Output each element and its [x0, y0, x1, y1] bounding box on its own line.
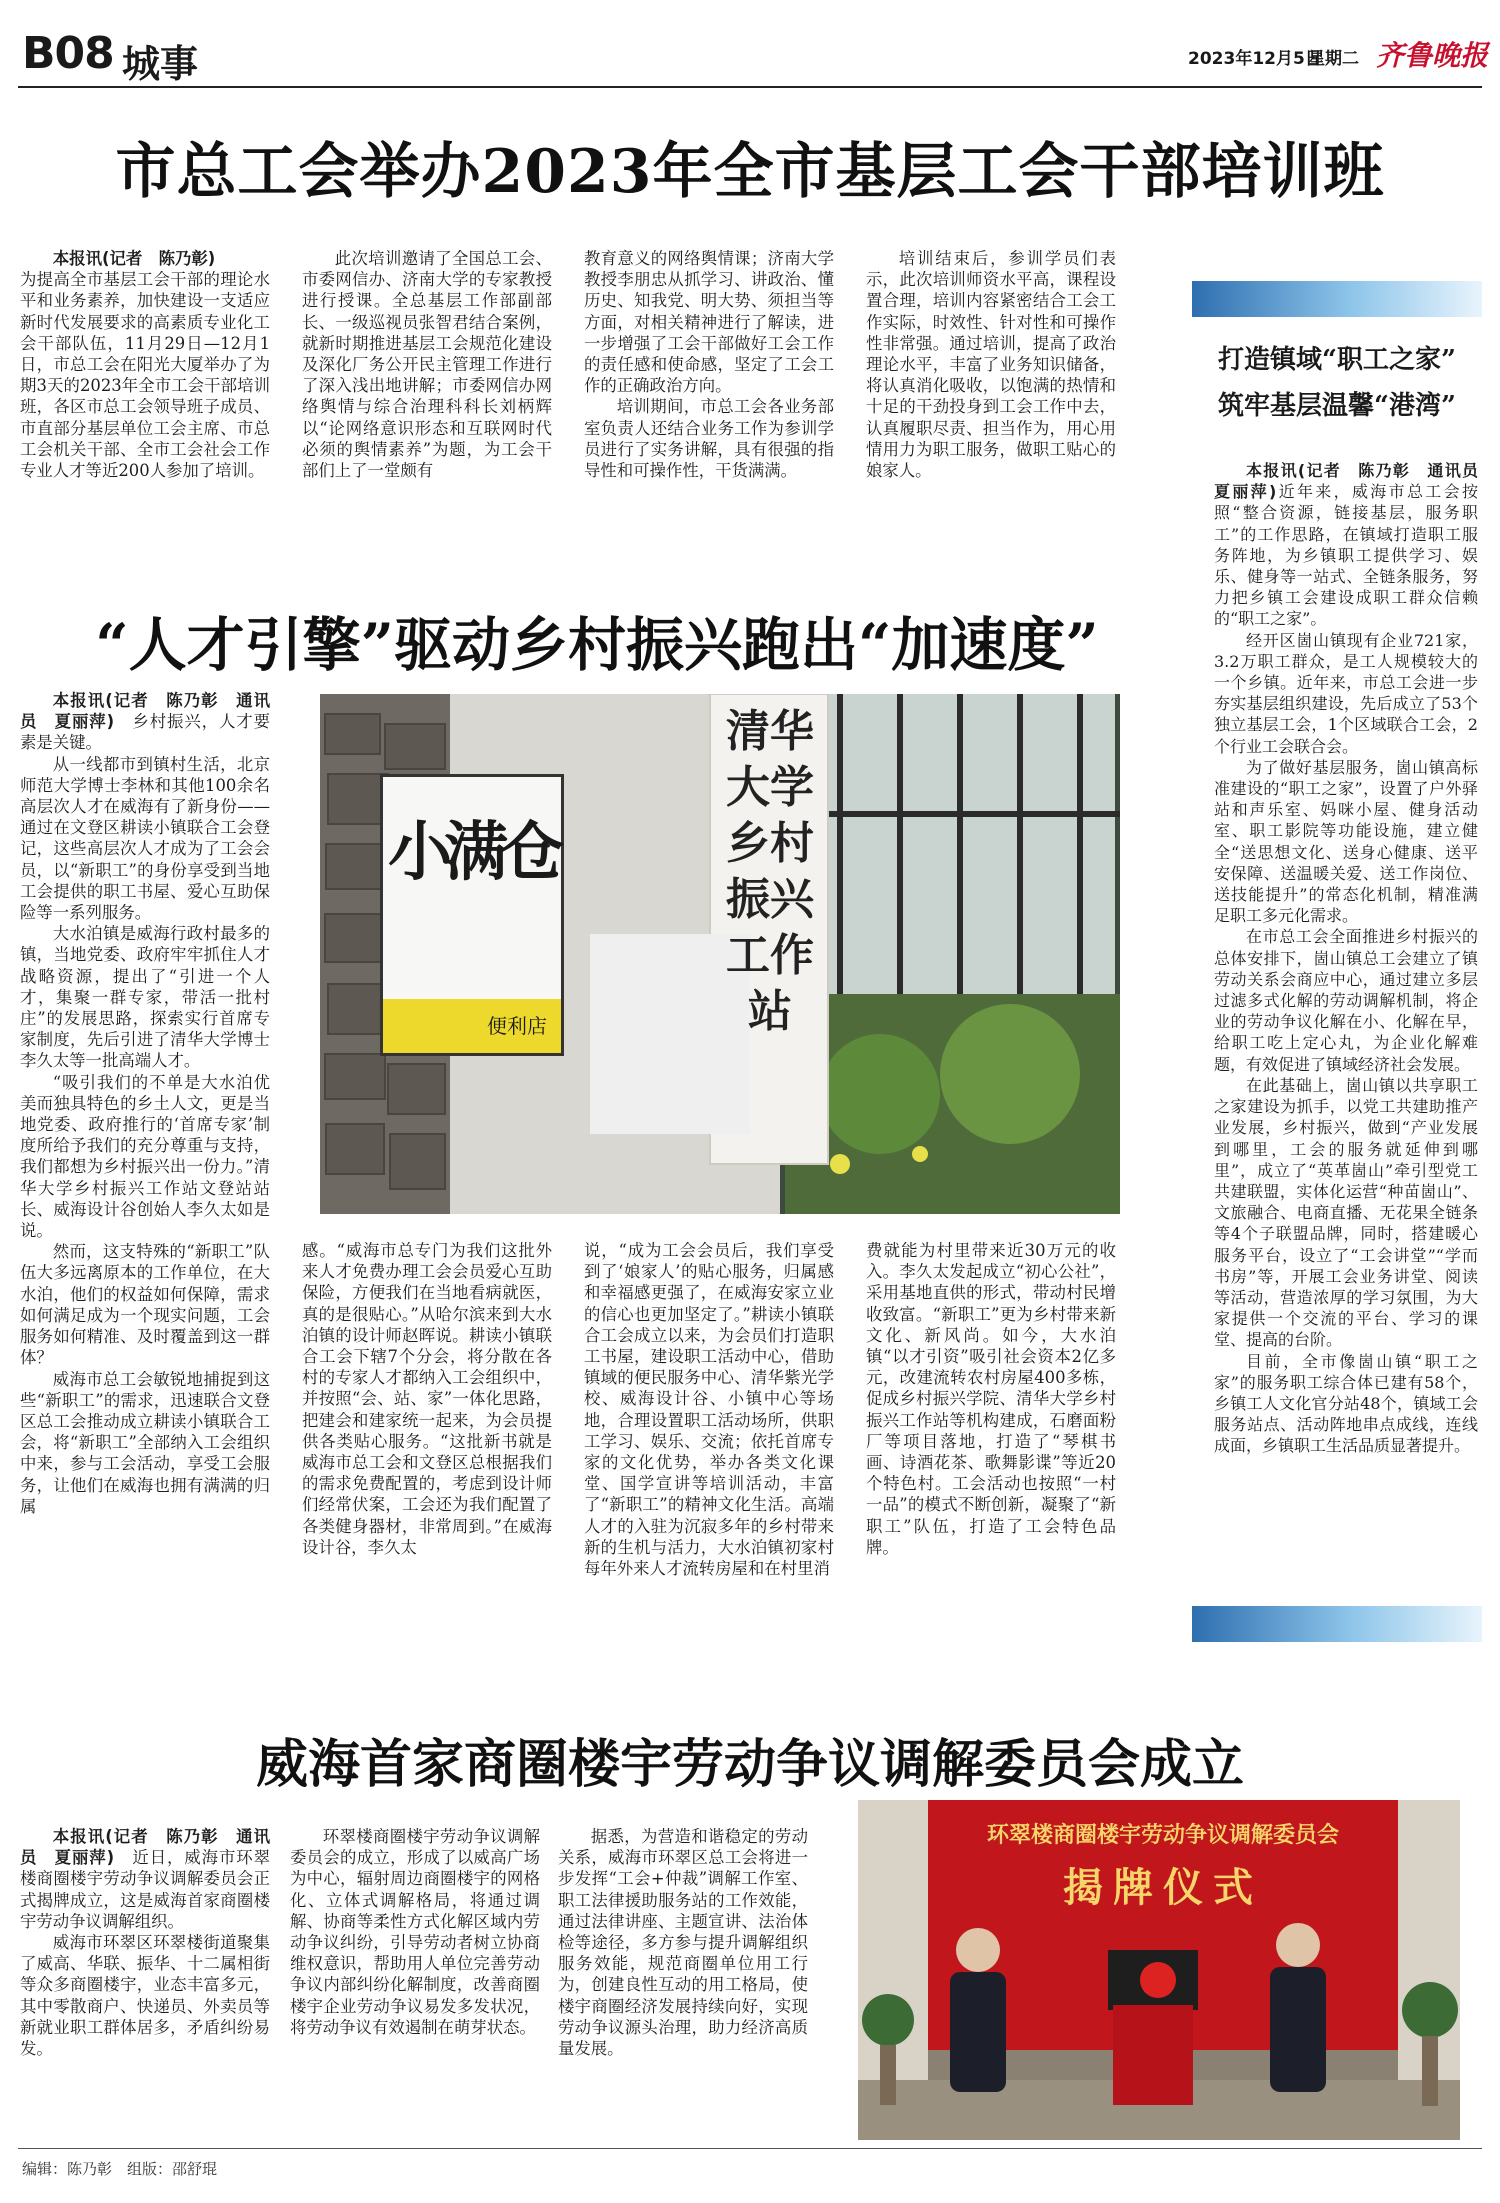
sidebar-title-line2: 筑牢基层温馨“港湾”: [1218, 391, 1456, 421]
article2-col1: [20, 690, 270, 1517]
sidebar-body: [1214, 460, 1495, 1457]
article1-byline: 本报讯(记者 陈乃彰): [52, 249, 216, 268]
article3-para: 近日，威海市环翠楼商圈楼宇劳动争议调解委员会正式揭牌成立，这是威海首家商圈楼宇劳动争议调解组织。: [20, 1848, 271, 1931]
footer-editor: 编辑：陈乃彰 组版：邵舒琨: [22, 2160, 218, 2178]
sidebar-para: 为了做好基层服务，崮山镇高标准建设的“职工之家”，设置了户外驿站和声乐室、妈咪小屋、健身活动室、职工影院等功能设施，建立健全“送思想文化、送身心健康、送平安保障、送温暖关爱、送工作岗位、送技能提升”的常态化机制，精准满足职工多元化需求。: [1214, 757, 1478, 926]
article2-col4: [866, 1240, 1116, 1558]
article2-para: 大水泊镇是威海行政村最多的镇，当地党委、政府牢牢抓住人才战略资源，提出了“引进一个人才，集聚一群专家，带活一批村庄”的发展思路，探索实行首席专家制度，先后引进了清华大学博士李久太等一批高端人才。: [20, 924, 270, 1071]
article1-col1: [20, 248, 270, 481]
issue-date: 2023年12月5日: [1188, 49, 1322, 69]
article2-para: “吸引我们的不单是大水泊优美而独具特色的乡土人文，更是当地党委、政府推行的‘首席专家’制度所给予我们的充分尊重与支持，我们都想为乡村振兴出一份力。”清华大学乡村振兴工作站文登站站长、威海设计谷创始人李久太如是说。: [20, 1072, 270, 1241]
article2-para: 感。“威海市总专门为我们这批外来人才免费办理工会会员爱心互助保险，方便我们在当地看病就医，真的是很贴心。”从哈尔滨来到大水泊镇的设计师赵晖说。耕读小镇联合工会下辖7个分会，将分散在各村的专家人才都纳入工会组织中，并按照“会、站、家”一体化思路，把建会和建家统一起来，为会员提供各类贴心服务。“这批新书就是威海市总工会和文登区总根据我们的需求免费配置的，考虑到设计师们经常伏案，工会还为我们配置了各类健身器材，非常周到。”在威海设计谷，李久太: [302, 1241, 552, 1557]
article2-lead: 乡村振兴，人才要素是关键。: [20, 712, 271, 753]
article3-para: 威海市环翠区环翠楼街道聚集了威高、华联、振华、十二属相街等众多商圈楼宇，业态丰富多元，其中零散商户、快递员、外卖员等新就业职工群体居多，矛盾纠纷易发。: [20, 1933, 270, 2059]
shop-sign-sub: 便利店: [383, 999, 561, 1053]
article3-col2: [290, 1826, 540, 2038]
sidebar-para: 经开区崮山镇现有企业721家，3.2万职工群众，是工人规模较大的一个乡镇。近年来，市总工会进一步夯实基层组织建设，先后成立了53个独立基层工会，1个区域联合工会，2个行业工会联合会。: [1214, 630, 1478, 756]
article2-col3: [584, 1240, 834, 1579]
ceremony-scene: [858, 1800, 1460, 2140]
sidebar-byline: 本报讯(记者 陈乃彰 通讯员 夏丽萍): [1214, 461, 1495, 502]
article2-para: 从一线都市到镇村生活，北京师范大学博士李林和其他100余名高层次人才在威海有了新身份——通过在文登区耕读小镇联合工会登记，这些高层次人才成为了工会会员，以“新职工”的身份享受到当地工会提供的职工书屋、爱心互助保险等一系列服务。: [20, 754, 270, 923]
sidebar-para: 在此基础上，崮山镇以共享职工之家建设为抓手，以党工共建助推产业发展，乡村振兴，做到“产业发展到哪里，工会的服务就延伸到哪里”，成立了“英革崮山”牵引型党工共建联盟，实体化运营“种苗崮山”、文旅融合、电商直播、无花果全链条等4个子联盟品牌，同时，搭建暖心服务平台，设立了“工会讲堂”“学而书房”等，开展工会业务讲堂、阅读等活动，营造浓厚的学习氛围，为大家提供一个交流的平台、学习的课堂、提高的台阶。: [1214, 1075, 1478, 1350]
article2-para: 然而，这支特殊的“新职工”队伍大多远离原本的工作单位，在大水泊，他们的权益如何保障，需求如何满足成为一个现实问题，工会服务如何精准、及时覆盖到这一群体？: [20, 1242, 270, 1368]
article3-para: 环翠楼商圈楼宇劳动争议调解委员会的成立，形成了以威高广场为中心，辐射周边商圈楼宇的网格化、立体式调解格局，将通过调解、协商等柔性方式化解区域内劳动争议纠纷，引导劳动者树立协商维权意识，帮助用人单位完善劳动争议内部纠纷化解制度，改善商圈楼宇企业劳动争议易发多发状况，将劳动争议有效遏制在萌芽状态。: [290, 1827, 540, 2037]
ceremony-photo: [858, 1800, 1460, 2140]
issue-weekday: 星期二: [1308, 49, 1359, 69]
article2-para: 费就能为村里带来近30万元的收入。李久太发起成立“初心公社”，采用基地直供的形式，带动村民增收致富。“新职工”更为乡村带来新文化、新风尚。如今，大水泊镇“以才引资”吸引社会资本2亿多元，改建流转农村房屋400多栋，促成乡村振兴学院、清华大学乡村振兴工作站等机构建成，石磨面粉厂等项目落地，打造了“琴棋书画、诗酒花茶、歌舞影谍”等近20个特色村。工会活动也按照“一村一品”的模式不断创新，凝聚了“新职工”队伍，打造了工会特色品牌。: [866, 1241, 1116, 1557]
article1-para: 教育意义的网络舆情课；济南大学教授李朋忠从抓学习、讲政治、懂历史、知我党、明大势、须担当等方面，对相关精神进行了解读，进一步增强了工会干部做好工会工作的责任感和使命感，坚定了工会工作的正确政治方向。: [584, 249, 834, 396]
ceremony-banner-top: 环翠楼商圈楼宇劳动争议调解委员会: [986, 1822, 1339, 1848]
sidebar-title-line1: 打造镇域“职工之家”: [1218, 345, 1456, 375]
sidebar-para: 在市总工会全面推进乡村振兴的总体安排下，崮山镇总工会建立了镇劳动关系会商应中心，通过建立多层过滤多式化解的劳动调解机制，将企业的劳动争议化解在小、化解在早，给职工吃上定心丸，为企业化解难题，有效促进了镇域经济社会发展。: [1214, 927, 1478, 1074]
article1-para: 为提高全市基层工会干部的理论水平和业务素养，加快建设一支适应新时代发展要求的高素质专业化工会干部队伍，11月29日—12月1日，市总工会在阳光大厦举办了为期3天的2023年全市工会干部培训班，各区市总工会领导班子成员、市直部分基层单位工会主席、市总工会机关干部、全市工会社会工作专业人才等近200人参加了培训。: [20, 270, 270, 481]
article3-byline: 本报讯(记者 陈乃彰 通讯员 夏丽萍): [20, 1827, 270, 1868]
article1-para: 培训结束后，参训学员们表示，此次培训师资水平高，课程设置合理，培训内容紧密结合工会工作实际，时效性、针对性和可操作性非常强。通过培训，提高了政治理论水平，丰富了业务知识储备，将认真消化吸收，以饱满的热情和十足的干劲投身到工会工作中去，认真履职尽责、担当作为，用心用情用力为职工服务，做职工贴心的娘家人。: [866, 249, 1116, 481]
sidebar-para: 近年来，威海市总工会按照“整合资源，链接基层，服务职工”的工作思路，在镇域打造职工服务阵地，为乡镇职工提供学习、娱乐、健身等一站式、全链条服务，努力把乡镇工会建设成职工群众信赖的“职工之家”。: [1214, 482, 1478, 629]
shop-sign-brand: 小满仓: [388, 816, 556, 890]
article2-byline: 本报讯(记者 陈乃彰 通讯员 夏丽萍): [20, 691, 270, 732]
article3-col1: [20, 1826, 270, 2059]
article2-col2: [302, 1240, 552, 1558]
article1-para: 此次培训邀请了全国总工会、市委网信办、济南大学的专家教授进行授课。全总基层工作部副部长、一级巡视员张智君结合案例，就新时期推进基层工会规范化建设及深化厂务公开民主管理工作进行了深入浅出地讲解；市委网信办网络舆情与综合治理科科长刘柄辉以“论网络意识形态和互联网时代必须的舆情素养”为题，为工会干部们上了一堂颇有: [302, 249, 552, 481]
article2-title: “人才引擎”驱动乡村振兴跑出“加速度”: [95, 611, 1099, 679]
article1-para: 培训期间，市总工会各业务部室负责人还结合业务工作为参训学员进行了实务讲解，具有很强的指导性和可操作性，干货满满。: [584, 397, 834, 481]
article3-col3: [558, 1826, 808, 2059]
shop-sign: [380, 774, 564, 1056]
institute-plaque: 清华大学乡村振兴工作站: [726, 706, 814, 1037]
article1-col3: [584, 248, 834, 481]
article2-para: 说，“成为工会会员后，我们享受到了‘娘家人’的贴心服务，归属感和幸福感更强了，在威海安家立业的信心也更加坚定了。”耕读小镇联合工会成立以来，为会员们打造职工书屋，建设职工活动中心，借助镇域的便民服务中心、清华紫光学校、威海设计谷、小镇中心等场地，合理设置职工活动场所，供职工学习、娱乐、交流；依托首席专家的文化优势，举办各类文化课堂、国学宣讲等培训活动，丰富了“新职工”的精神文化生活。高端人才的入驻为沉寂多年的乡村带来新的生机与活力，大水泊镇初家村每年外来人才流转房屋和在村里消: [584, 1241, 834, 1579]
article3-para: 据悉，为营造和谐稳定的劳动关系，威海市环翠区总工会将进一步发挥“工会+仲裁”调解工作室、职工法律援助服务站的工作效能，通过法律讲座、主题宣讲、法治体检等途径，多方参与提升调解组织服务效能，规范商圈单位用工行为，创建良性互动的用工格局，使楼宇商圈经济发展持续向好，实现劳动争议源头治理，助力经济高质量发展。: [558, 1827, 808, 2059]
newspaper-logo: 齐鲁晚报: [1376, 39, 1489, 72]
ceremony-banner-main: 揭牌仪式: [1063, 1864, 1263, 1911]
article1-col2: [302, 248, 552, 481]
village-photo: [320, 694, 1120, 1214]
article3-title: 威海首家商圈楼宇劳动争议调解委员会成立: [255, 1734, 1244, 1795]
article1-title: 市总工会举办2023年全市基层工会干部培训班: [115, 137, 1385, 207]
section-name: 城事: [122, 42, 199, 86]
sidebar-para: 目前，全市像崮山镇“职工之家”的服务职工综合体已建有58个，乡镇工人文化官分站48个，镇域工会服务站点、活动阵地串点成线，连线成面，乡镇职工生活品质显著提升。: [1214, 1351, 1478, 1456]
article2-para: 威海市总工会敏锐地捕捉到这些“新职工”的需求，迅速联合文登区总工会推动成立耕读小镇联合工会，将“新职工”全部纳入工会组织中来，参与工会活动，享受工会服务，让他们在威海也拥有满满的归属: [20, 1369, 270, 1516]
article1-col4: [866, 248, 1116, 481]
sidebar-bottom-bar: [1192, 1606, 1482, 1642]
page-number: B08: [22, 28, 114, 79]
footer-rule: [18, 2148, 1482, 2149]
sidebar-top-bar: [1192, 281, 1482, 317]
header-rule: [18, 86, 1482, 88]
